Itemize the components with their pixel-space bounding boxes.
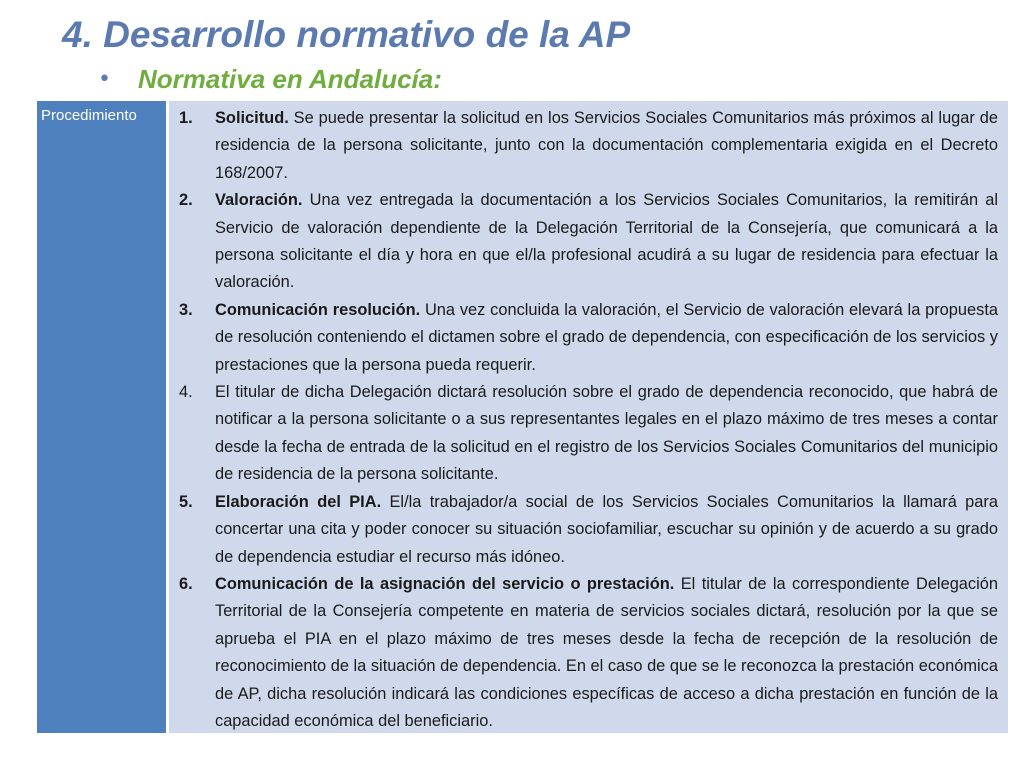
step-text-block <box>215 297 998 379</box>
step-title: Elaboración del PIA. <box>215 492 382 511</box>
step-text-block <box>215 105 998 187</box>
step-title: Comunicación de la asignación del servicio o prestación. <box>215 574 675 593</box>
procedure-table <box>37 101 1008 733</box>
list-item <box>179 571 998 735</box>
step-text-block <box>215 489 998 571</box>
step-description: Una vez concluida la valoración, el Servicio de valoración elevará la propuesta de resolución conteniendo el dictamen sobre el grado de dependencia, con especificación de los servicios y prestaciones que la persona pueda requerir. <box>215 300 999 374</box>
step-text-block <box>215 379 998 489</box>
step-title: Comunicación resolución. <box>215 300 421 319</box>
step-number: 4. <box>179 383 193 402</box>
step-description: Una vez entregada la documentación a los Servicios Sociales Comunitarios, la remitirán al Servicio de valoración dependiente de la Delegación Territorial de la Consejería, que comunicará a la persona solicitante el día y hora en que el/la profesional acudirá a su lugar de residencia para efectuar la valoración. <box>215 191 998 292</box>
subtitle-row <box>98 62 442 96</box>
list-item <box>179 297 998 379</box>
table-content-cell <box>169 101 1008 733</box>
slide-subtitle: Normativa en Andalucía: <box>138 63 442 94</box>
step-description: Se puede presentar la solicitud en los Servicios Sociales Comunitarios más próximos al lugar de residencia de la persona solicitante, junto con la documentación complementaria exigida en el Decreto 168/2007. <box>215 109 998 182</box>
step-number: 5. <box>179 492 193 511</box>
step-number: 6. <box>179 574 193 593</box>
table-label-cell: Procedimiento <box>37 101 169 733</box>
list-item <box>179 379 998 489</box>
step-number: 2. <box>179 191 193 210</box>
slide-title: 4. Desarrollo normativo de la AP <box>62 14 631 55</box>
step-description: El titular de dicha Delegación dictará resolución sobre el grado de dependencia reconocido, que habrá de notificar a la persona solicitante o a sus representantes legales en el plazo máximo de tres meses a contar desde la fecha de entrada de la solicitud en el registro de los Servicios Sociales Comunitarios del municipio de residencia de la persona solicitante. <box>215 383 998 484</box>
list-item <box>179 105 998 187</box>
step-number: 1. <box>179 109 193 127</box>
step-title: Valoración. <box>215 191 303 210</box>
step-description: El titular de la correspondiente Delegación Territorial de la Consejería competente en materia de servicios sociales dictará, resolución por la que se aprueba el PIA en el plazo máximo de tres meses desde la fecha de recepción de la resolución de reconocimiento de la situación de dependencia. En el caso de que se le reconozca la prestación económica de AP, dicha resolución indicará las condiciones específicas de acceso a dicha prestación en función de la capacidad económica del beneficiario. <box>215 574 998 730</box>
step-description: El/la trabajador/a social de los Servicios Sociales Comunitarios la llamará para concertar una cita y poder conocer su situación sociofamiliar, escuchar su opinión y de acuerdo a su grado de dependencia estudiar el recurso más idóneo. <box>215 492 998 566</box>
list-item <box>179 187 998 297</box>
list-item <box>179 489 998 571</box>
step-text-block <box>215 571 998 735</box>
steps-list <box>179 105 998 735</box>
step-title: Solicitud. <box>215 109 289 127</box>
step-number: 3. <box>179 300 193 319</box>
bullet-icon: • <box>98 66 111 92</box>
step-text-block <box>215 187 998 297</box>
